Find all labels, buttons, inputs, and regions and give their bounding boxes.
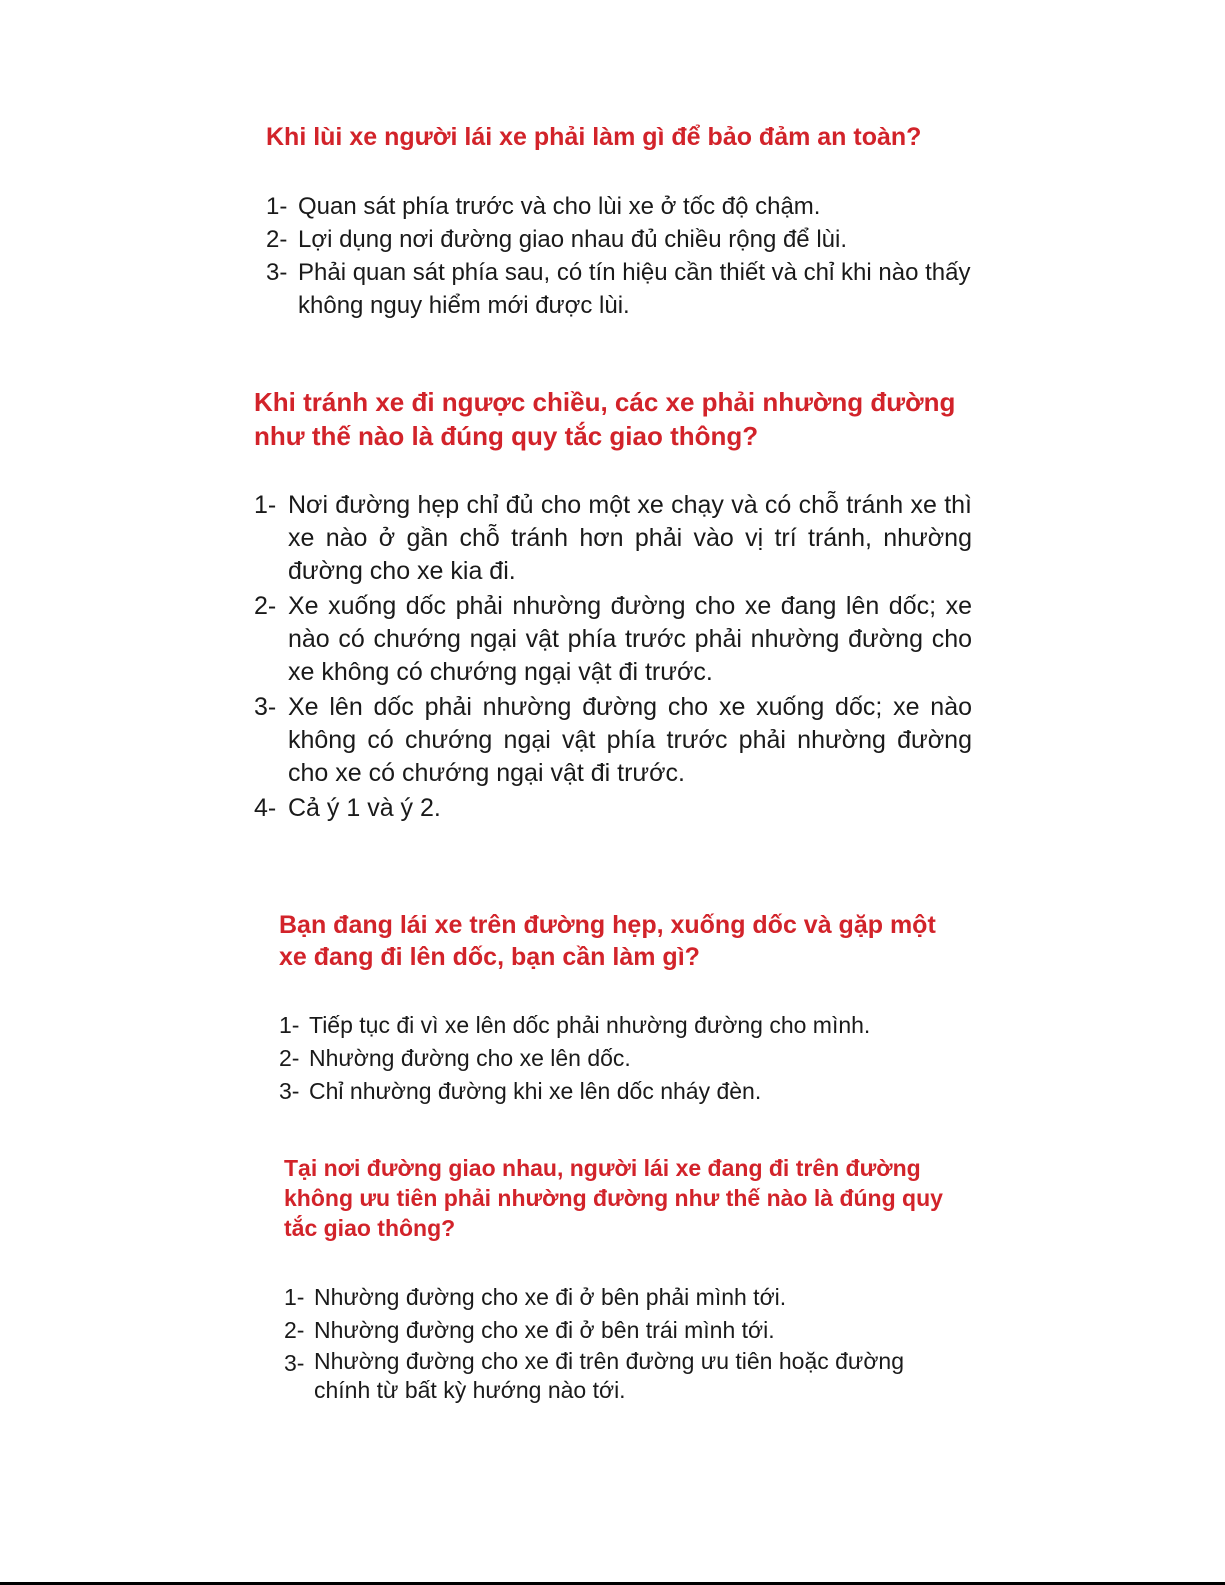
question-4 [284,1153,944,1405]
option-item [284,1347,944,1405]
option-item [279,1042,959,1075]
option-number: 3- [254,693,277,721]
question-title: Bạn đang lái xe trên đường hẹp, xuống dốc và gặp một xe đang đi lên dốc, bạn cần làm gì? [279,911,936,971]
option-text: Nhường đường cho xe đi trên đường ưu tiên hoặc đường chính từ bất kỳ hướng nào tới. [314,1348,904,1403]
option-number: 2- [279,1045,300,1071]
option-text: Quan sát phía trước và cho lùi xe ở tốc độ chậm. [298,193,821,220]
option-text: Phải quan sát phía sau, có tín hiệu cần thiết và chỉ khi nào thấy không nguy hiểm mới được lùi. [298,259,971,319]
option-number: 3- [284,1350,305,1376]
option-text: Lợi dụng nơi đường giao nhau đủ chiều rộng để lùi. [298,226,847,253]
option-text: Cả ý 1 và ý 2. [288,794,441,822]
option-number: 1- [279,1012,300,1038]
option-item [279,1075,959,1108]
option-number: 1- [266,193,288,220]
option-number: 1- [284,1284,305,1310]
option-number: 3- [266,259,288,286]
question-title: Khi lùi xe người lái xe phải làm gì để bảo đảm an toàn? [266,123,922,151]
options-list [254,489,972,825]
option-item [254,489,972,588]
question-2 [254,385,972,827]
question-title: Khi tránh xe đi ngược chiều, các xe phải nhường đường như thế nào là đúng quy tắc giao thông? [254,387,956,451]
options-list [266,190,986,322]
option-text: Xe xuống dốc phải nhường đường cho xe đang lên dốc; xe nào có chướng ngại vật phía trước phải nhường đường cho xe không có chướng ngại vật đi trước. [288,592,972,686]
question-1 [266,120,986,322]
option-text: Chỉ nhường đường khi xe lên dốc nháy đèn. [309,1078,762,1104]
option-text: Xe lên dốc phải nhường đường cho xe xuống dốc; xe nào không có chướng ngại vật phía trước phải nhường đường cho xe có chướng ngại vật đi trước. [288,693,972,787]
question-3 [279,909,959,1108]
option-item [254,792,972,825]
option-text: Nhường đường cho xe lên dốc. [309,1045,631,1071]
option-text: Nơi đường hẹp chỉ đủ cho một xe chạy và có chỗ tránh xe thì xe nào ở gần chỗ tránh hơn phải vào vị trí tránh, nhường đường cho xe kia đi. [288,491,972,585]
question-title: Tại nơi đường giao nhau, người lái xe đang đi trên đường không ưu tiên phải nhường đường như thế nào là đúng quy tắc giao thông? [284,1155,943,1241]
option-item [279,1009,959,1042]
option-text: Nhường đường cho xe đi ở bên phải mình tới. [314,1284,787,1310]
option-item [284,1281,944,1314]
option-item [266,223,986,256]
option-number: 4- [254,794,277,822]
option-item [284,1314,944,1347]
option-item [254,691,972,790]
option-number: 2- [284,1317,305,1343]
options-list [279,1009,959,1108]
option-item [266,190,986,223]
option-number: 2- [266,226,288,253]
option-item [266,256,986,322]
option-item [254,590,972,689]
option-text: Tiếp tục đi vì xe lên dốc phải nhường đường cho mình. [309,1012,871,1038]
option-number: 1- [254,491,277,519]
option-number: 2- [254,592,277,620]
option-number: 3- [279,1078,300,1104]
option-text: Nhường đường cho xe đi ở bên trái mình tới. [314,1317,775,1343]
options-list [284,1281,944,1405]
